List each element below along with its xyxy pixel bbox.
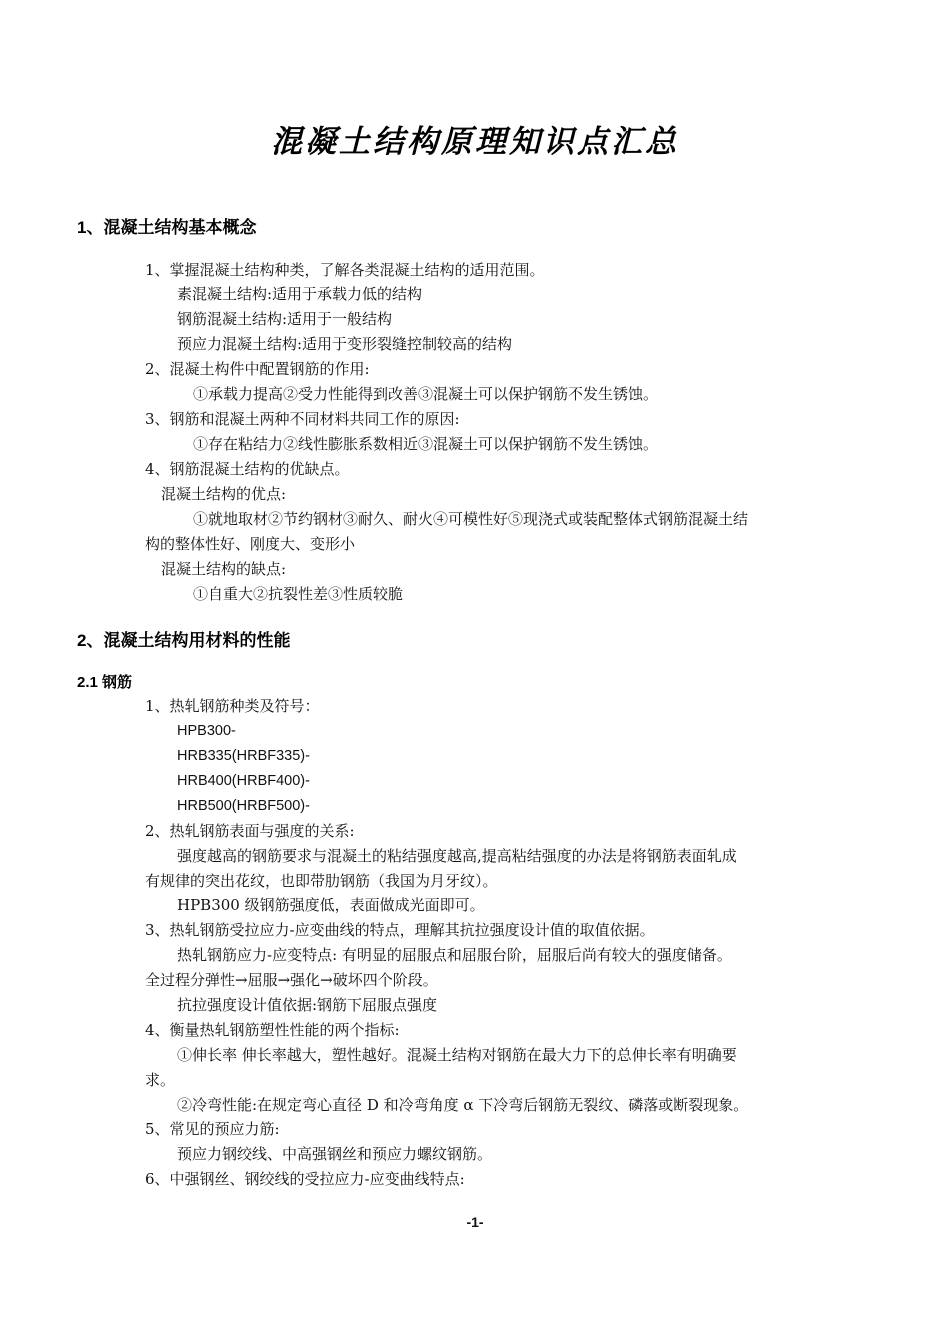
text-line: 混凝土结构的优点: (161, 485, 287, 503)
text-line: 混凝土结构的缺点: (161, 560, 287, 578)
text-line: 有规律的突出花纹，也即带肋钢筋（我国为月牙纹）。 (145, 872, 498, 890)
rebar-grade: HRB500(HRBF500)- (177, 798, 310, 814)
text-line: 4、衡量热轧钢筋塑性性能的两个指标: (145, 1021, 400, 1039)
text-line: 构的整体性好、刚度大、变形小 (145, 535, 356, 553)
text-line: 1、热轧钢筋种类及符号： (145, 697, 320, 715)
rebar-grade: HRB335(HRBF335)- (177, 748, 310, 764)
rebar-grade: HRB400(HRBF400)- (177, 773, 310, 789)
section-1-heading: 1、混凝土结构基本概念 (77, 218, 257, 237)
text-line: ①承载力提高②受力性能得到改善③混凝土可以保护钢筋不发生锈蚀。 (193, 385, 659, 403)
text-line: 4、钢筋混凝土结构的优缺点。 (145, 460, 350, 478)
text-line: 预应力钢绞线、中高强钢丝和预应力螺纹钢筋。 (177, 1145, 493, 1163)
text-line: 素混凝土结构:适用于承载力低的结构 (177, 285, 423, 303)
text-line: HPB300 级钢筋强度低，表面做成光面即可。 (177, 896, 485, 914)
text-line: 钢筋混凝土结构:适用于一般结构 (177, 310, 393, 328)
text-line: ①自重大②抗裂性差③性质较脆 (193, 585, 404, 603)
text-line: 2、热轧钢筋表面与强度的关系: (145, 822, 355, 840)
text-line: 预应力混凝土结构:适用于变形裂缝控制较高的结构 (177, 335, 513, 353)
text-line: 全过程分弹性→屈服→强化→破坏四个阶段。 (145, 971, 438, 989)
text-line: 求。 (145, 1071, 176, 1089)
text-line: 1、掌握混凝土结构种类，了解各类混凝土结构的适用范围。 (145, 261, 545, 279)
text-line: ①存在粘结力②线性膨胀系数相近③混凝土可以保护钢筋不发生锈蚀。 (193, 435, 659, 453)
text-line: ①就地取材②节约钢材③耐久、耐火④可模性好⑤现浇式或装配整体式钢筋混凝土结 (193, 510, 749, 528)
text-line: 2、混凝土构件中配置钢筋的作用: (145, 360, 370, 378)
text-line: 6、中强钢丝、钢绞线的受拉应力-应变曲线特点: (145, 1170, 465, 1188)
text-line: 热轧钢筋应力-应变特点: 有明显的屈服点和屈服台阶，屈服后尚有较大的强度储备。 (177, 946, 732, 964)
subsection-2-1-heading: 2.1 钢筋 (77, 674, 133, 691)
page-number: -1- (466, 1214, 484, 1230)
document-title: 混凝土结构原理知识点汇总 (271, 124, 679, 160)
text-line: 抗拉强度设计值依据:钢筋下屈服点强度 (177, 996, 438, 1014)
section-2-heading: 2、混凝土结构用材料的性能 (77, 631, 291, 650)
text-line: 3、钢筋和混凝土两种不同材料共同工作的原因: (145, 410, 460, 428)
text-line: ②冷弯性能:在规定弯心直径 D 和冷弯角度 α 下冷弯后钢筋无裂纹、磷落或断裂现象。 (177, 1096, 749, 1114)
rebar-grade: HPB300- (177, 723, 236, 739)
text-line: 强度越高的钢筋要求与混凝土的粘结强度越高,提高粘结强度的办法是将钢筋表面轧成 (177, 847, 737, 865)
text-line: ①伸长率 伸长率越大，塑性越好。混凝土结构对钢筋在最大力下的总伸长率有明确要 (177, 1046, 737, 1064)
text-line: 5、常见的预应力筋: (145, 1120, 280, 1138)
text-line: 3、热轧钢筋受拉应力-应变曲线的特点，理解其抗拉强度设计值的取值依据。 (145, 921, 655, 939)
